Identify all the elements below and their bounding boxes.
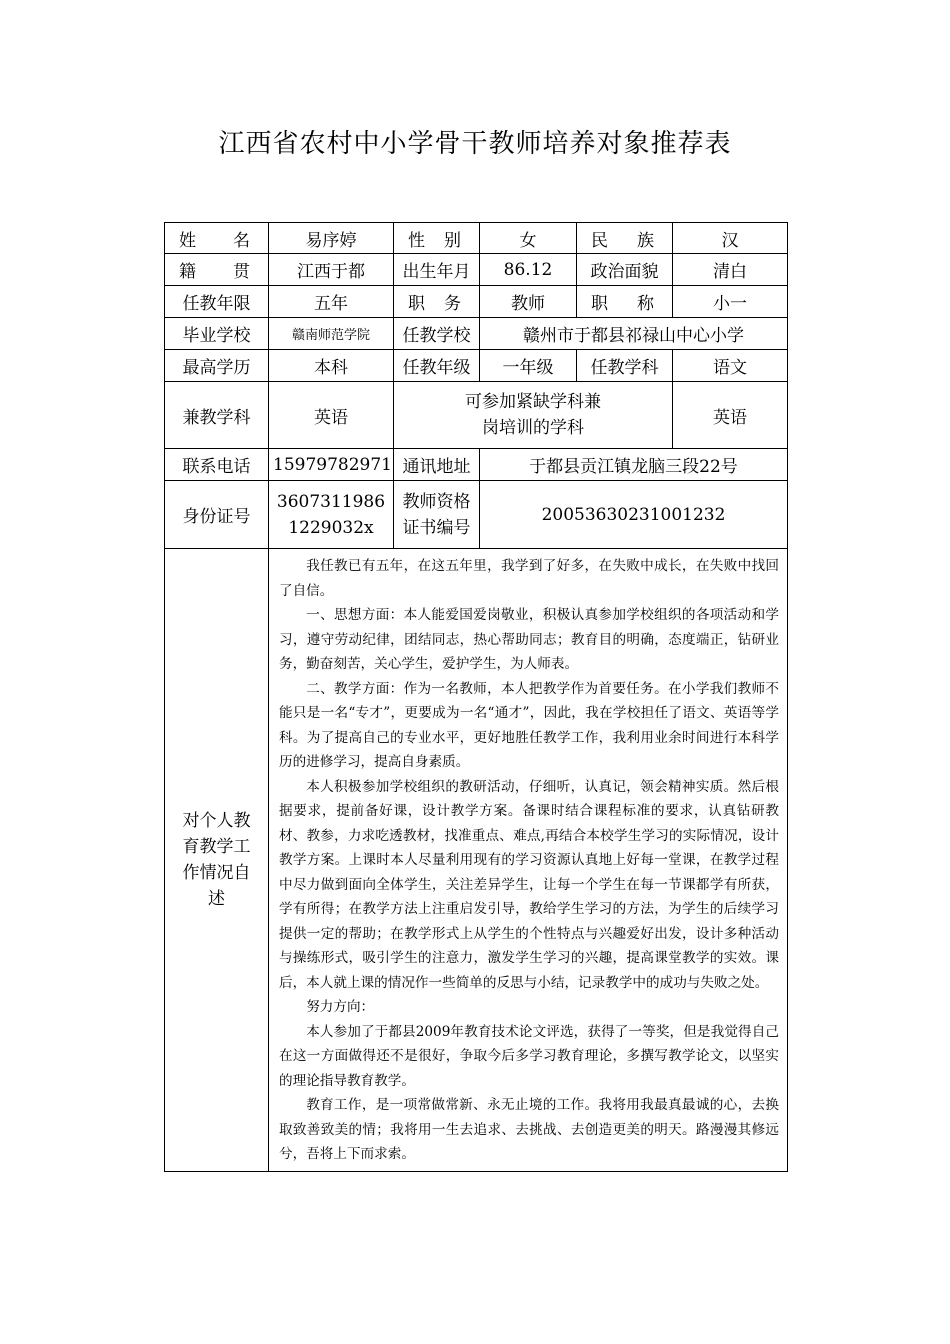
statement-paragraph: 二、教学方面：作为一名教师，本人把教学作为首要任务。在小学我们教师不能只是一名“专才”，更要成为一名“通才”，因此，我在学校担任了语文、英语等学科。为了提高自己的专业水平，更好地胜任教学工作，我利用业余时间进行本科学历的进修学习，提高自身素质。 <box>279 680 779 770</box>
value-id-line2: 1229032x <box>288 517 374 538</box>
statement-paragraph: 本人积极参加学校组织的教研活动，仔细听，认真记，领会精神实质。然后根据要求，提前备好课，设计教学方案。备课时结合课程标准的要求，认真钻研教材、教参，力求吃透教材，找准重点、难点,再结合本校学生学习的实际情况，设计教学方案。上课时本人尽量利用现有的学习资源认真地上好每一堂课，在教学过程中尽力做到面向全体学生，关注差异学生，让每一个学生在每一节课都学有所获，学有所得；在教学方法上注重启发引导，教给学生学习的方法，为学生的后续学习提供一定的帮助；在教学形式上从学生的个性特点与兴趣爱好出发，设计多种活动与操练形式，吸引学生的注意力，激发学生学习的兴趣，提高课堂教学的实效。课后，本人就上课的情况作一些简单的反思与小结，记录教学中的成功与失败之处。 <box>279 778 779 991</box>
label-native-place: 籍贯 <box>165 254 269 286</box>
label-name: 姓名 <box>165 223 269 254</box>
label-rank: 职称 <box>577 286 673 318</box>
label-work-school: 任教学校 <box>394 318 480 350</box>
label-shortage-line2: 岗培训的学科 <box>482 418 584 438</box>
row-name <box>165 223 788 254</box>
value-native-place: 江西于都 <box>269 254 394 286</box>
value-years: 五年 <box>269 286 394 318</box>
form-title: 江西省农村中小学骨干教师培养对象推荐表 <box>218 129 732 159</box>
value-cert-no: 20053630231001232 <box>480 481 788 549</box>
label-phone: 联系电话 <box>165 449 269 481</box>
row-school <box>165 318 788 350</box>
value-grad-school: 赣南师范学院 <box>269 318 394 350</box>
label-cert-line1: 教师资格 <box>402 491 471 512</box>
label-address: 通讯地址 <box>394 449 480 481</box>
row-contact <box>165 449 788 481</box>
label-id-card: 身份证号 <box>165 481 269 549</box>
label-ethnicity: 民族 <box>577 223 673 254</box>
value-rank: 小一 <box>673 286 788 318</box>
statement-paragraph: 一、思想方面：本人能爱国爱岗敬业，积极认真参加学校组织的各项活动和学习，遵守劳动纪律，团结同志，热心帮助同志；教育目的明确，态度端正，钻研业务，勤奋刻苦，关心学生，爱护学生，为人师表。 <box>279 607 779 672</box>
label-extra-subject: 兼教学科 <box>165 382 269 449</box>
statement-paragraph: 本人参加了于都县2009年教育技术论文评选，获得了一等奖，但是我觉得自己在这一方面做得还不是很好，争取今后多学习教育理论，多撰写教学论文，以坚实的理论指导教育教学。 <box>279 1023 779 1089</box>
row-statement <box>165 549 788 1172</box>
label-shortage-line1: 可参加紧缺学科兼 <box>465 392 601 412</box>
value-education: 本科 <box>269 350 394 382</box>
label-education: 最高学历 <box>165 350 269 382</box>
value-extra-subject: 英语 <box>269 382 394 449</box>
value-shortage-subject: 英语 <box>673 382 788 449</box>
label-position: 职务 <box>394 286 480 318</box>
value-political: 清白 <box>673 254 788 286</box>
value-birth: 86.12 <box>480 254 577 286</box>
value-position: 教师 <box>480 286 577 318</box>
statement-paragraph: 我任教已有五年，在这五年里，我学到了好多，在失败中成长，在失败中找回了自信。 <box>279 558 779 599</box>
statement-paragraph: 努力方向： <box>306 999 375 1015</box>
value-work-school: 赣州市于都县祁禄山中心小学 <box>480 318 788 350</box>
label-years: 任教年限 <box>165 286 269 318</box>
statement-paragraph: 教育工作，是一项常做常新、永无止境的工作。我将用我最真最诚的心，去换取致善致美的情；我将用一生去追求、去挑战、去创造更美的明天。路漫漫其修远兮，吾将上下而求索。 <box>279 1097 779 1162</box>
value-teach-grade: 一年级 <box>480 350 577 382</box>
label-cert <box>394 481 480 549</box>
statement-body <box>269 549 788 1172</box>
label-birth: 出生年月 <box>394 254 480 286</box>
row-education <box>165 350 788 382</box>
recommendation-form-table <box>164 222 788 1172</box>
label-teach-subject: 任教学科 <box>577 350 673 382</box>
value-phone: 15979782971 <box>269 449 394 481</box>
label-shortage-subject <box>394 382 673 449</box>
label-grad-school: 毕业学校 <box>165 318 269 350</box>
row-native-place <box>165 254 788 286</box>
value-ethnicity: 汉 <box>673 223 788 254</box>
label-cert-line2: 证书编号 <box>402 517 471 538</box>
value-id-card <box>269 481 394 549</box>
label-gender: 性别 <box>394 223 480 254</box>
row-id <box>165 481 788 549</box>
value-id-line1: 3607311986 <box>276 491 386 512</box>
value-address: 于都县贡江镇龙脑三段22号 <box>480 449 788 481</box>
row-extra-subject <box>165 382 788 449</box>
value-teach-subject: 语文 <box>673 350 788 382</box>
value-name: 易序婷 <box>269 223 394 254</box>
label-teach-grade: 任教年级 <box>394 350 480 382</box>
label-political: 政治面貌 <box>577 254 673 286</box>
row-years <box>165 286 788 318</box>
label-statement: 对个人教育教学工作情况自述 <box>165 549 269 1172</box>
value-gender: 女 <box>480 223 577 254</box>
